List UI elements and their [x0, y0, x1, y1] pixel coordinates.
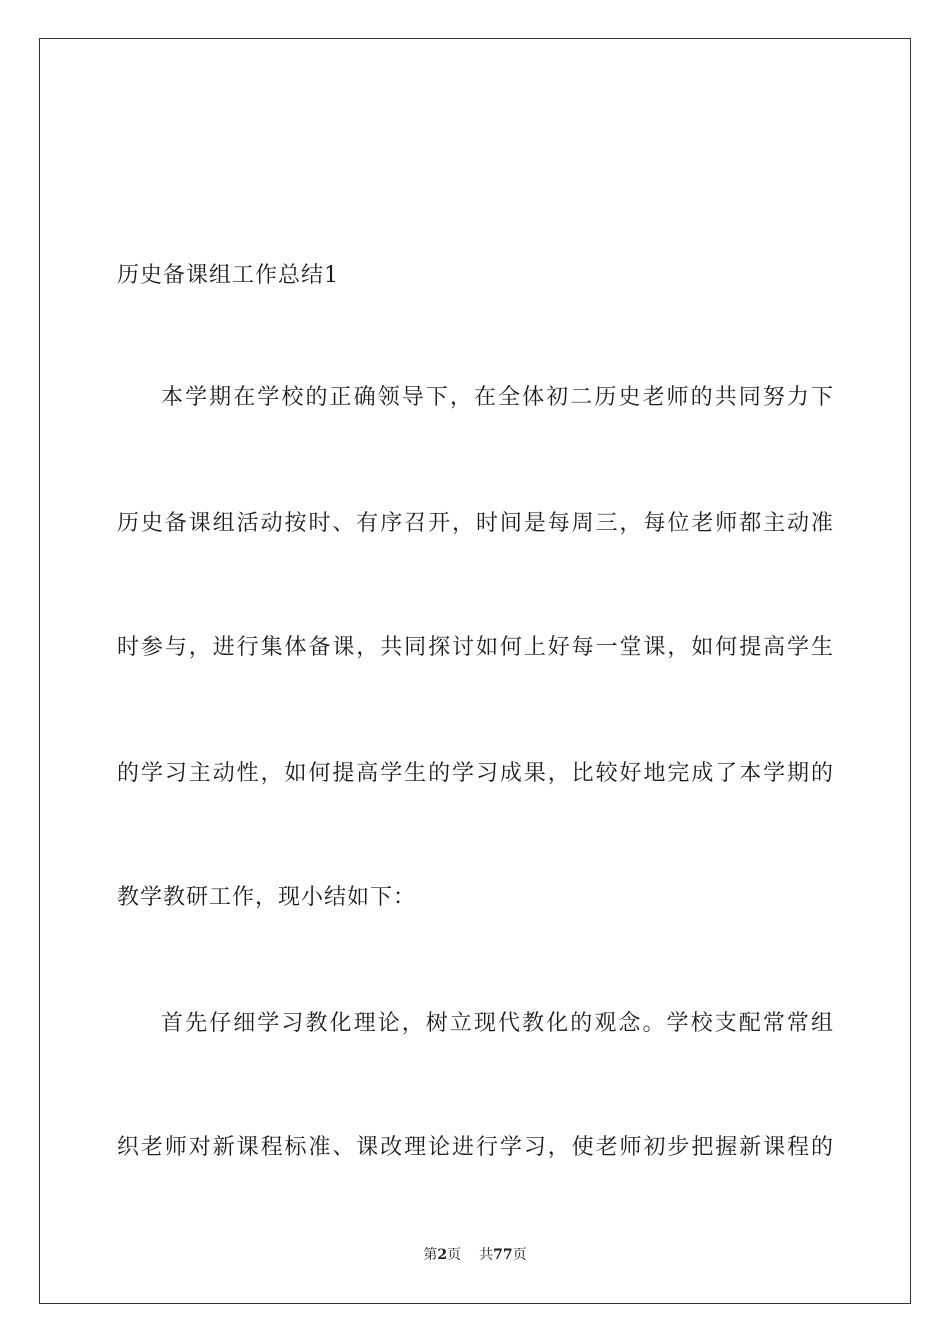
page-footer	[0, 1246, 950, 1264]
paragraph-1-line-4: 的学习主动性，如何提高学生的学习成果，比较好地完成了本学期的	[117, 761, 833, 786]
document-title: 历史备课组工作总结1	[117, 263, 339, 288]
page-border	[39, 38, 911, 1304]
paragraph-2-line-2: 织老师对新课程标准、课改理论进行学习，使老师初步把握新课程的	[117, 1135, 833, 1160]
paragraph-2-line-1: 首先仔细学习教化理论，树立现代教化的观念。学校支配常常组	[161, 1011, 833, 1036]
footer-total-suffix: 页	[512, 1247, 527, 1263]
footer-total-prefix: 共	[479, 1247, 494, 1263]
footer-page-number: 2	[437, 1247, 448, 1263]
paragraph-1-line-3: 时参与，进行集体备课，共同探讨如何上好每一堂课，如何提高学生	[117, 635, 833, 660]
paragraph-1-line-1: 本学期在学校的正确领导下，在全体初二历史老师的共同努力下	[161, 385, 833, 410]
footer-page-suffix: 页	[447, 1247, 462, 1263]
footer-total-number: 77	[493, 1247, 513, 1263]
paragraph-1-line-2: 历史备课组活动按时、有序召开，时间是每周三，每位老师都主动准	[117, 511, 833, 536]
paragraph-1-line-5: 教学教研工作，现小结如下：	[117, 885, 417, 910]
footer-page-prefix: 第	[423, 1247, 438, 1263]
